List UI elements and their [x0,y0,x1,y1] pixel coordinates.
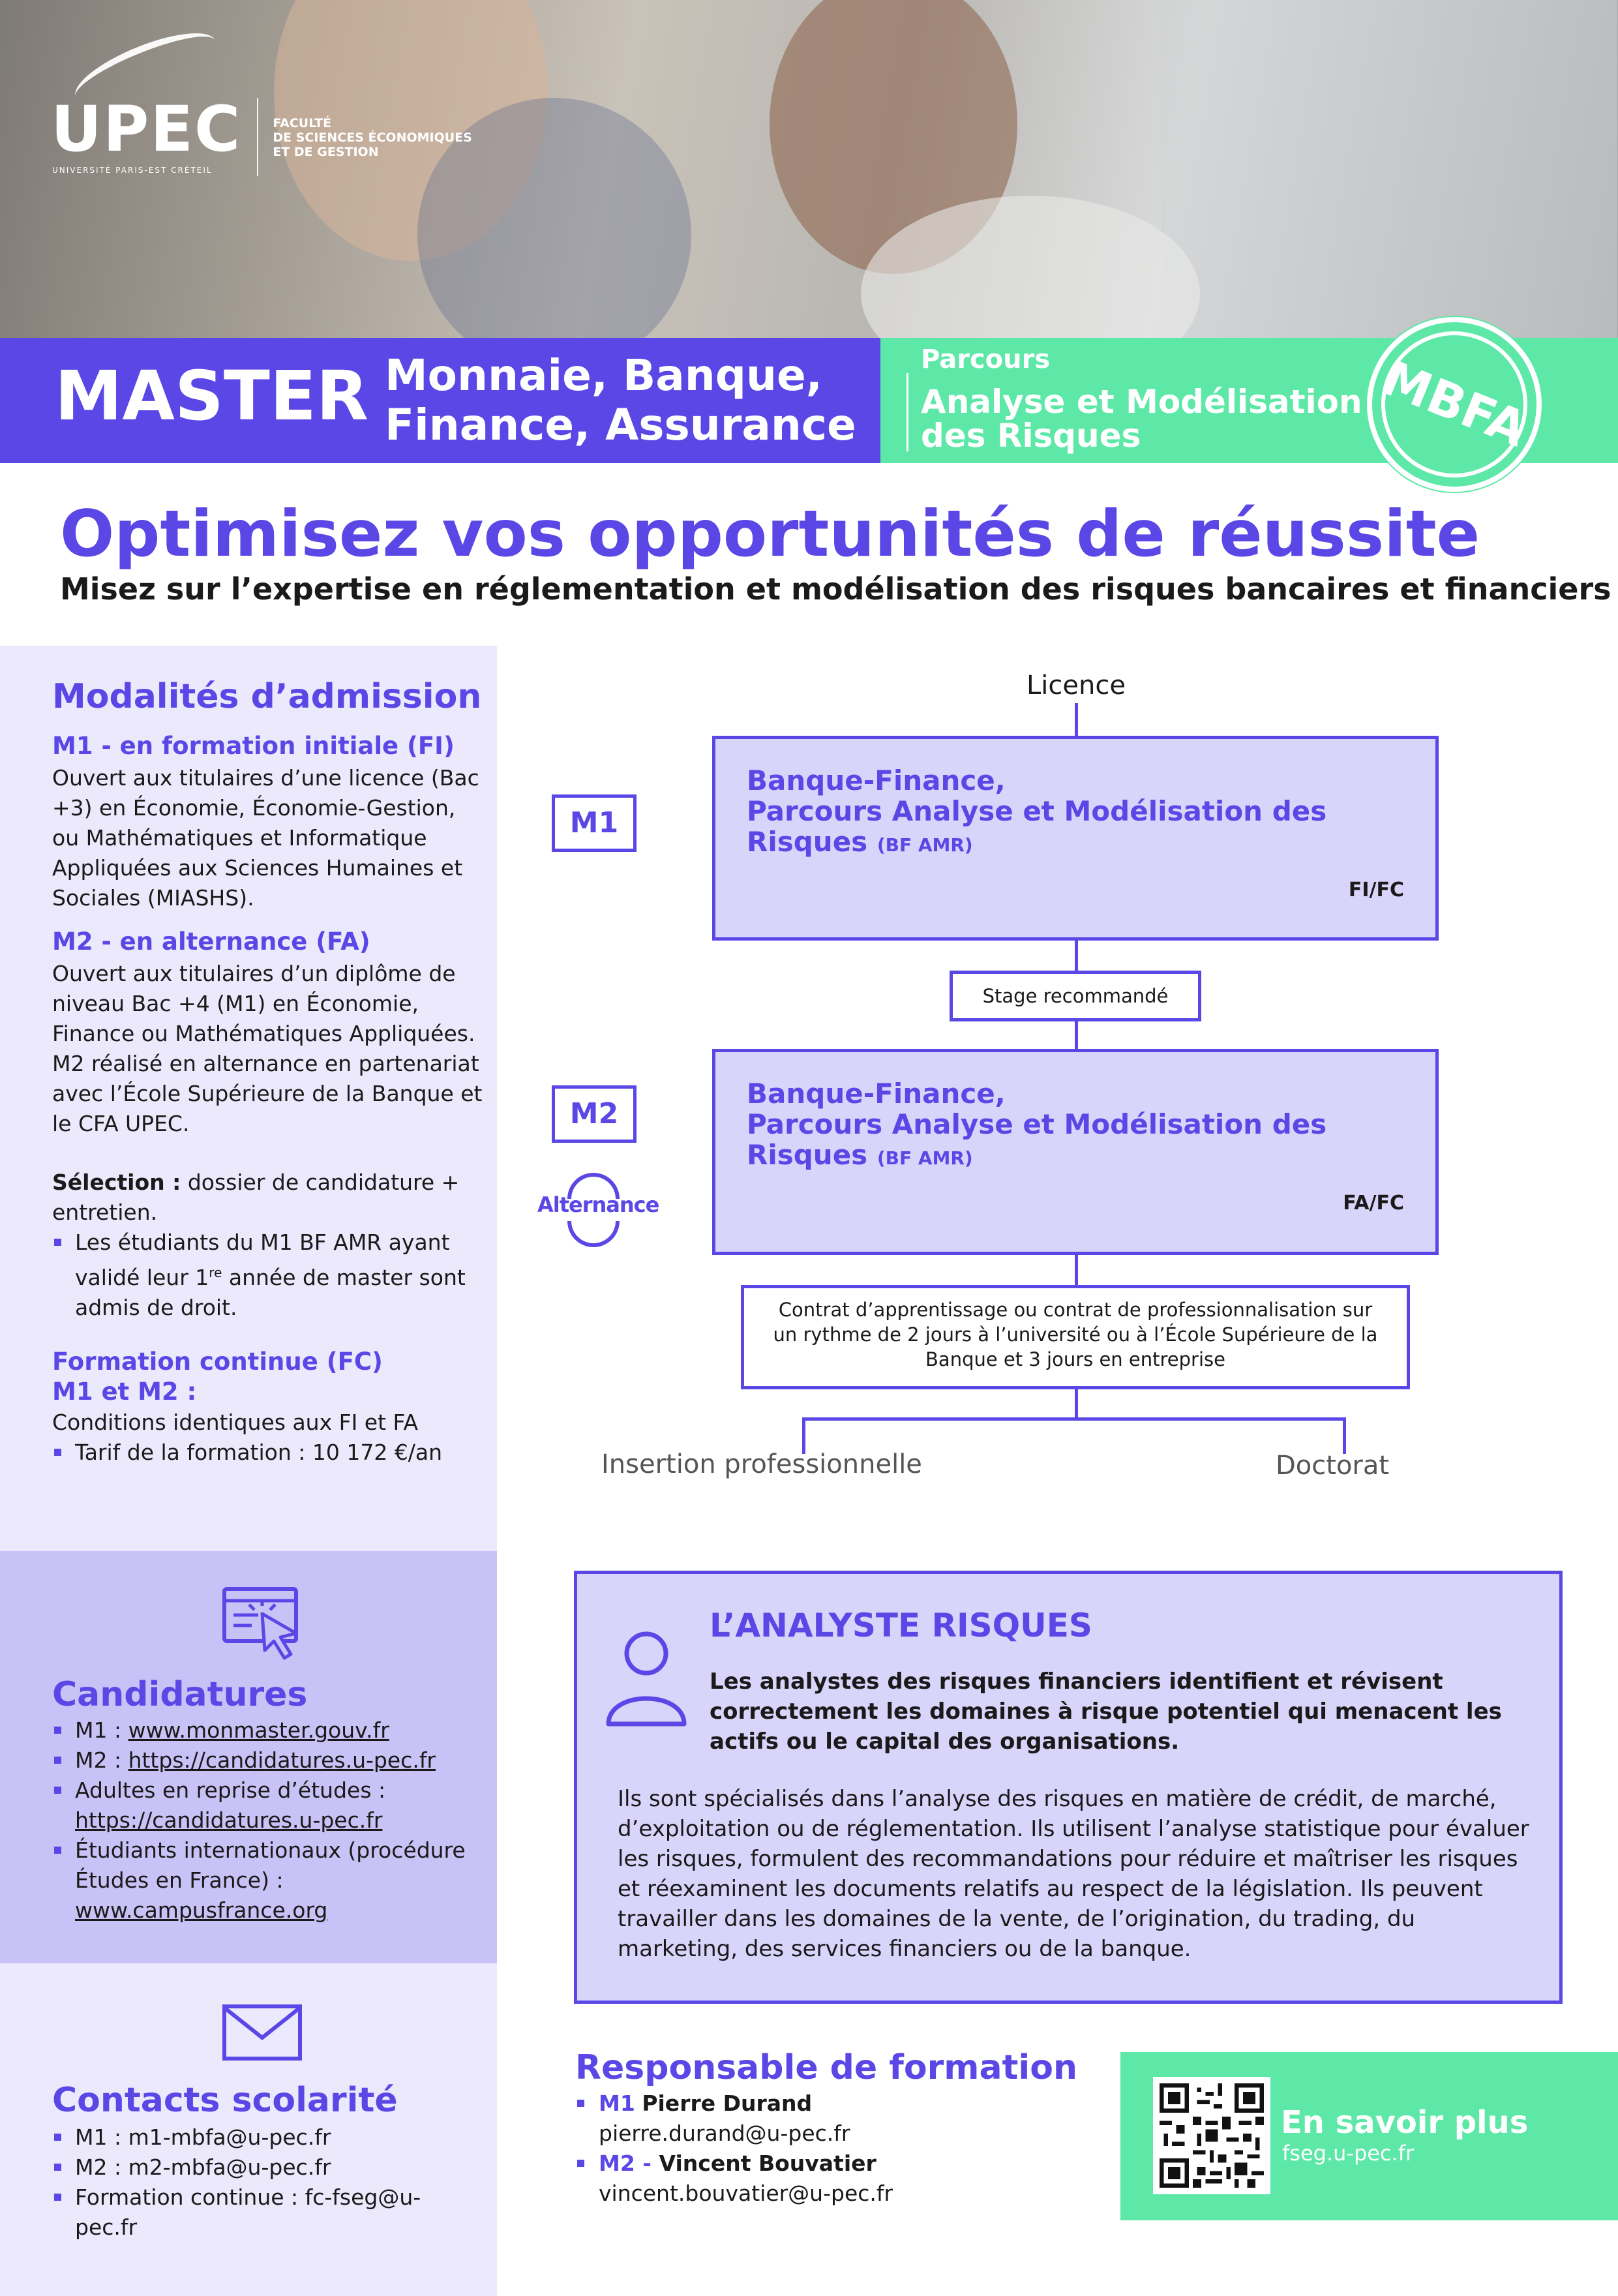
contacts-title: Contacts scolarité [52,2081,398,2120]
list-item: Les étudiants du M1 BF AMR ayant validé leur 1re année de master sont admis de droit. [52,1228,483,1323]
selection-text: Sélection : dossier de candidature + entretien. [52,1170,460,1225]
monmaster-link[interactable]: www.monmaster.gouv.fr [128,1717,389,1743]
analyste-title: L’ANALYSTE RISQUES [710,1607,1092,1644]
selection-list [52,1228,483,1323]
list-item: Adultes en reprise d’études : https://candidatures.u-pec.fr [52,1775,483,1835]
contact-m2[interactable]: M2 : m2-mbfa@u-pec.fr [52,2152,483,2183]
m1-admission-text: Ouvert aux titulaires d’une licence (Bac +3) en Économie, Économie-Gestion, ou Mathématiques et Informatique Appliquées aux Sciences Humaines et Sociales (MIASHS). [52,765,479,911]
parcours-divider [906,373,908,451]
m2-admission-text: Ouvert aux titulaires d’un diplôme de niveau Bac +4 (M1) en Économie, Finance ou Mathématiques Appliquées. M2 réalisé en alternance en partenariat avec l’École Supérieure de la Banque et le CFA UPEC. [52,961,483,1136]
upec-logo [51,93,472,176]
candidatures-link[interactable]: https://candidatures.u-pec.fr [128,1747,436,1773]
headline: Optimisez vos opportunités de réussite [60,497,1480,571]
master-label: MASTER [55,356,368,436]
candidatures-adults-link[interactable]: https://candidatures.u-pec.fr [75,1807,383,1833]
subheadline: Misez sur l’expertise en réglementation et modélisation des risques bancaires et financiers [60,571,1611,607]
logo-subtext: UNIVERSITÉ PARIS-EST CRÉTEIL [52,166,213,175]
m2-tag: M2 [552,1085,637,1143]
parcours-label: Parcours [921,344,1051,374]
person-icon [605,1626,688,1730]
m2-program-box: Banque-Finance, Parcours Analyse et Modélisation des Risques (BF AMR) FA/FC [712,1049,1439,1255]
stage-box: Stage recommandé [950,971,1201,1021]
parcours-name: Analyse et Modélisation des Risques [921,383,1362,455]
mail-icon [222,2004,303,2061]
list-item: Tarif de la formation : 10 172 €/an [52,1438,483,1468]
responsable-m2: M2 - Vincent Bouvatier vincent.bouvatier@u-pec.fr [575,2149,1097,2209]
candidatures-list [52,1715,483,1926]
candidatures-title: Candidatures [52,1675,308,1714]
insertion-label: Insertion professionnelle [601,1449,922,1479]
mbfa-badge: MBFA [1367,317,1542,492]
fc-list [52,1438,483,1468]
fc-subtitle: M1 et M2 : [52,1378,197,1406]
faculty-name: FACULTÉ DE SCIENCES ÉCONOMIQUES ET DE GESTION [273,116,472,159]
list-item: M1 : www.monmaster.gouv.fr [52,1715,483,1745]
responsable-m2-email[interactable]: vincent.bouvatier@u-pec.fr [599,2181,893,2206]
website-link[interactable]: fseg.u-pec.fr [1282,2141,1415,2166]
contact-m1[interactable]: M1 : m1-mbfa@u-pec.fr [52,2122,483,2152]
analyste-lead: Les analystes des risques financiers identifient et révisent correctement les domaines à risque potentiel qui menacent les actifs ou le capital des organisations. [710,1669,1502,1755]
logo-text: UPEC [51,93,242,166]
alternance-label: Alternance [537,1192,659,1217]
program-title: Monnaie, Banque, Finance, Assurance [385,350,856,450]
m1-admission-title: M1 - en formation initiale (FI) [52,732,455,760]
responsable-title: Responsable de formation [575,2048,1077,2087]
contrat-box: Contrat d’apprentissage ou contrat de professionnalisation sur un rythme de 2 jours à l’université ou à l’École Supérieure de la Banque et 3 jours en entreprise [741,1285,1410,1389]
analyste-body: Ils sont spécialisés dans l’analyse des risques en matière de crédit, de marché, d’exploitation ou de réglementation. Ils utilisent l’analyse statistique pour évaluer les risques, formulent des recommandations pour réduire et maîtriser les risques et réexaminent les documents relatifs au respect de la législation. Ils peuvent travailler dans les domaines de la vente, de l’origination, du trading, du marketing, des services financiers ou de la banque. [618,1786,1529,1962]
m1-program-box: Banque-Finance, Parcours Analyse et Modélisation des Risques (BF AMR) FI/FC [712,736,1439,941]
m1-tag: M1 [552,794,637,852]
analyste-risques-box [574,1571,1563,2004]
m2-admission-title: M2 - en alternance (FA) [52,928,370,956]
list-item: Étudiants internationaux (procédure Études en France) : www.campusfrance.org [52,1835,483,1926]
doctorat-label: Doctorat [1276,1451,1390,1481]
responsable-m1-email[interactable]: pierre.durand@u-pec.fr [599,2121,850,2146]
admission-title: Modalités d’admission [52,677,482,716]
hero-photo [0,0,1618,338]
licence-label: Licence [1026,671,1126,701]
list-item: M2 : https://candidatures.u-pec.fr [52,1745,483,1775]
en-savoir-plus-panel [1120,2052,1618,2220]
campusfrance-link[interactable]: www.campusfrance.org [75,1897,328,1923]
responsable-m1: M1 Pierre Durand pierre.durand@u-pec.fr [575,2089,1097,2149]
en-savoir-plus-title: En savoir plus [1281,2104,1529,2141]
contact-fc[interactable]: Formation continue : fc-fseg@u-pec.fr [52,2183,483,2243]
contacts-list [52,2122,483,2243]
qr-code[interactable] [1153,2077,1270,2194]
click-screen-icon [219,1577,304,1662]
fc-title: Formation continue (FC) [52,1348,383,1376]
responsable-list [575,2089,1097,2209]
fc-text: Conditions identiques aux FI et FA [52,1410,419,1435]
